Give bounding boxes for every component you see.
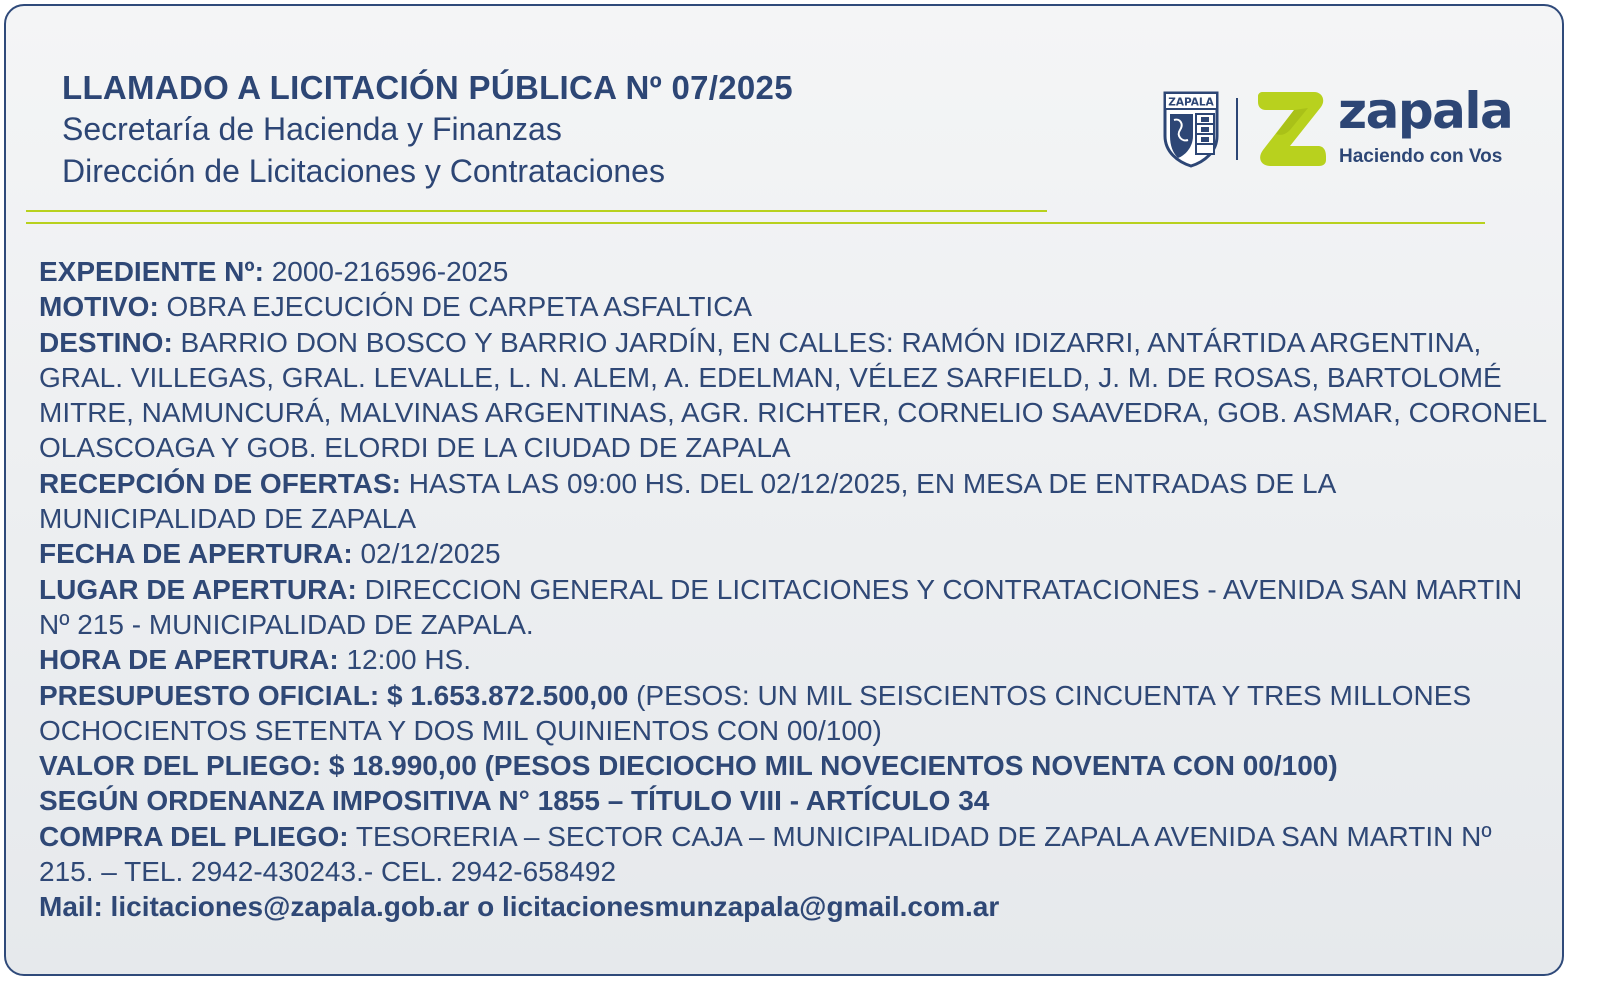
zapala-tagline: Haciendo con Vos (1339, 146, 1503, 167)
motivo-label: MOTIVO: (39, 291, 159, 323)
fecha-apertura-value: 02/12/2025 (352, 538, 501, 570)
valor-pliego-row: VALOR DEL PLIEGO: $ 18.990,00 (PESOS DIECIOCHO MIL NOVECIENTOS NOVENTA CON 00/100) (39, 750, 1338, 782)
notice-title: LLAMADO A LICITACIÓN PÚBLICA Nº 07/2025 (62, 69, 793, 106)
zapala-wordmark: zapala (1338, 82, 1513, 140)
ordenanza-row: SEGÚN ORDENANZA IMPOSITIVA N° 1855 – TÍTULO VIII - ARTÍCULO 34 (39, 785, 990, 817)
department-name: Secretaría de Hacienda y Finanzas (62, 111, 562, 147)
motivo-row (39, 289, 1549, 324)
recepcion-value: HASTA LAS 09:00 HS. DEL 02/12/2025, EN MESA DE ENTRADAS DE LA MUNICIPALIDAD DE ZAPALA (39, 467, 1335, 535)
presupuesto-label: PRESUPUESTO OFICIAL: $ 1.653.872.500,00 (39, 679, 629, 711)
destino-row (39, 325, 1549, 466)
z-brand-icon (1256, 88, 1328, 168)
destino-label: DESTINO: (39, 326, 173, 358)
expediente-value: 2000-216596-2025 (263, 256, 509, 287)
header-rule-long (26, 222, 1485, 224)
shield-text: ZAPALA (1168, 96, 1214, 109)
expediente-row (39, 254, 1549, 289)
lugar-apertura-value: DIRECCION GENERAL DE LICITACIONES Y CONTRATACIONES - AVENIDA SAN MARTIN Nº 215 - MUNICIPALIDAD DE ZAPALA. (39, 573, 1523, 640)
fecha-apertura-row (39, 536, 1549, 571)
motivo-value: OBRA EJECUCIÓN DE CARPETA ASFALTICA (158, 291, 753, 323)
fecha-apertura-label: FECHA DE APERTURA: (39, 538, 353, 570)
logo-divider (1236, 98, 1238, 160)
recepcion-label: RECEPCIÓN DE OFERTAS: (39, 467, 401, 499)
notice-body (39, 254, 1549, 925)
notice-header (62, 68, 793, 192)
compra-pliego-value: TESORERIA – SECTOR CAJA – MUNICIPALIDAD DE ZAPALA AVENIDA SAN MARTIN Nº 215. – TEL. 2942-430243.- CEL. 2942-658492 (39, 820, 1492, 888)
recepcion-row (39, 466, 1549, 537)
hora-apertura-value: 12:00 HS. (338, 644, 472, 676)
presupuesto-row (39, 678, 1549, 749)
lugar-apertura-row (39, 572, 1549, 643)
mail-row: Mail: licitaciones@zapala.gob.ar o licitacionesmunzapala@gmail.com.ar (39, 891, 1000, 923)
compra-pliego-row (39, 819, 1549, 890)
zapala-shield-icon (1162, 90, 1220, 168)
hora-apertura-label: HORA DE APERTURA: (39, 644, 339, 676)
hora-apertura-row (39, 642, 1549, 677)
lugar-apertura-label: LUGAR DE APERTURA: (39, 573, 357, 605)
header-rule-short (26, 210, 1047, 212)
destino-value: BARRIO DON BOSCO Y BARRIO JARDÍN, EN CALLES: RAMÓN IDIZARRI, ANTÁRTIDA ARGENTINA, GRAL. VILLEGAS, GRAL. LEVALLE, L. N. ALEM, A. EDELMAN, VÉLEZ SARFIELD, J. M. DE ROSAS, BARTOLOMÉ MITRE, NAMUNCURÁ, MALVINAS ARGENTINAS, AGR. RICHTER, CORNELIO SAAVEDRA, GOB. ASMAR, CORONEL OLASCOAGA Y GOB. ELORDI DE LA CIUDAD DE ZAPALA (39, 326, 1547, 464)
directorate-name: Dirección de Licitaciones y Contrataciones (62, 153, 665, 189)
expediente-label: EXPEDIENTE Nº: (39, 256, 264, 287)
presupuesto-value: (PESOS: UN MIL SEISCIENTOS CINCUENTA Y TRES MILLONES OCHOCIENTOS SETENTA Y DOS MIL QUINIENTOS CON 00/100) (39, 679, 1472, 746)
notice-card (4, 4, 1564, 976)
zapala-logo (1156, 82, 1526, 170)
compra-pliego-label: COMPRA DEL PLIEGO: (39, 820, 349, 852)
